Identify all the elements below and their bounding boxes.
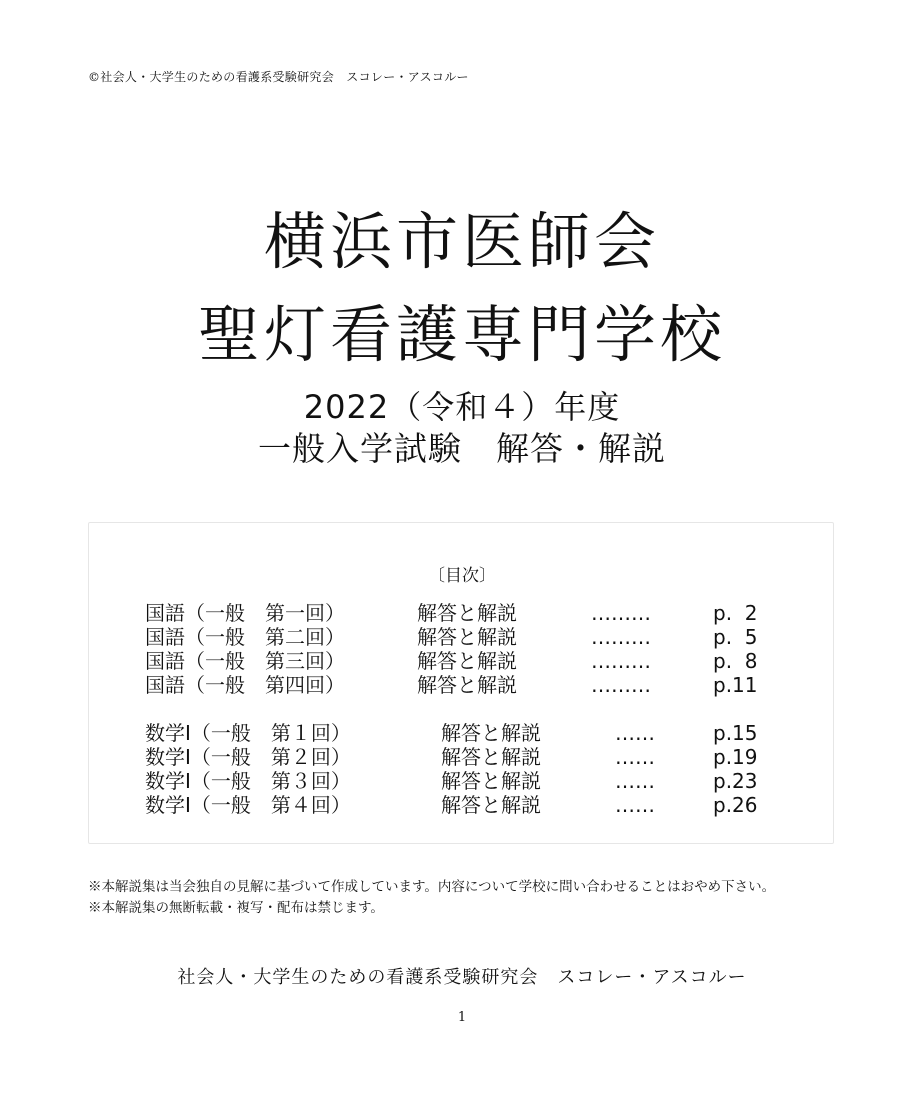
page-number: 1 xyxy=(457,1010,467,1025)
toc-page: p.19 xyxy=(713,745,758,769)
toc-dots: …… xyxy=(615,721,655,745)
toc-page: p. 8 xyxy=(713,649,758,673)
disclaimer-notes xyxy=(88,877,848,919)
toc-subject: 国語（一般 第三回） xyxy=(145,649,345,673)
toc-dots: …… xyxy=(615,745,655,769)
toc-dots: ……… xyxy=(591,649,651,673)
toc-label: 解答と解説 xyxy=(417,649,517,673)
toc-page: p.23 xyxy=(713,769,758,793)
toc-label: 解答と解説 xyxy=(417,673,517,697)
toc-label: 解答と解説 xyxy=(441,745,541,769)
toc-dots: ……… xyxy=(591,625,651,649)
disclaimer-note: ※本解説集の無断転載・複写・配布は禁じます。 xyxy=(88,900,384,916)
toc-dots: …… xyxy=(615,793,655,817)
school-name-line2: 聖灯看護専門学校 xyxy=(197,298,726,371)
toc-page: p.15 xyxy=(713,721,758,745)
copyright-notice: ©社会人・大学生のための看護系受験研究会 スコレー・アスコルー xyxy=(88,70,469,84)
toc-subject: 数学Ⅰ（一般 第４回） xyxy=(145,793,351,817)
toc-subject: 数学Ⅰ（一般 第３回） xyxy=(145,769,351,793)
toc-label: 解答と解説 xyxy=(417,625,517,649)
disclaimer-note: ※本解説集は当会独自の見解に基づいて作成しています。内容について学校に問い合わせることはおやめ下さい。 xyxy=(88,879,776,895)
toc-label: 解答と解説 xyxy=(441,721,541,745)
toc-page: p. 5 xyxy=(713,625,758,649)
toc-subject: 国語（一般 第一回） xyxy=(145,601,345,625)
toc-subject: 国語（一般 第四回） xyxy=(145,673,345,697)
toc-page: p. 2 xyxy=(713,601,758,625)
toc-label: 解答と解説 xyxy=(441,769,541,793)
school-name-line1: 横浜市医師会 xyxy=(263,205,660,278)
toc-subject: 数学Ⅰ（一般 第１回） xyxy=(145,721,351,745)
toc-dots: ……… xyxy=(591,673,651,697)
exam-year: 2022（令和４）年度 xyxy=(303,388,621,426)
toc-label: 解答と解説 xyxy=(441,793,541,817)
footer-organization: 社会人・大学生のための看護系受験研究会 スコレー・アスコルー xyxy=(177,967,747,988)
toc-label: 解答と解説 xyxy=(417,601,517,625)
toc-page: p.26 xyxy=(713,793,758,817)
toc-page: p.11 xyxy=(713,673,758,697)
toc-subject: 国語（一般 第二回） xyxy=(145,625,345,649)
toc-dots: …… xyxy=(615,769,655,793)
toc-dots: ……… xyxy=(591,601,651,625)
document-subtitle: 一般入学試験 解答・解説 xyxy=(258,429,666,468)
table-of-contents xyxy=(88,522,834,844)
toc-heading: 〔目次〕 xyxy=(428,566,496,586)
toc-subject: 数学Ⅰ（一般 第２回） xyxy=(145,745,351,769)
